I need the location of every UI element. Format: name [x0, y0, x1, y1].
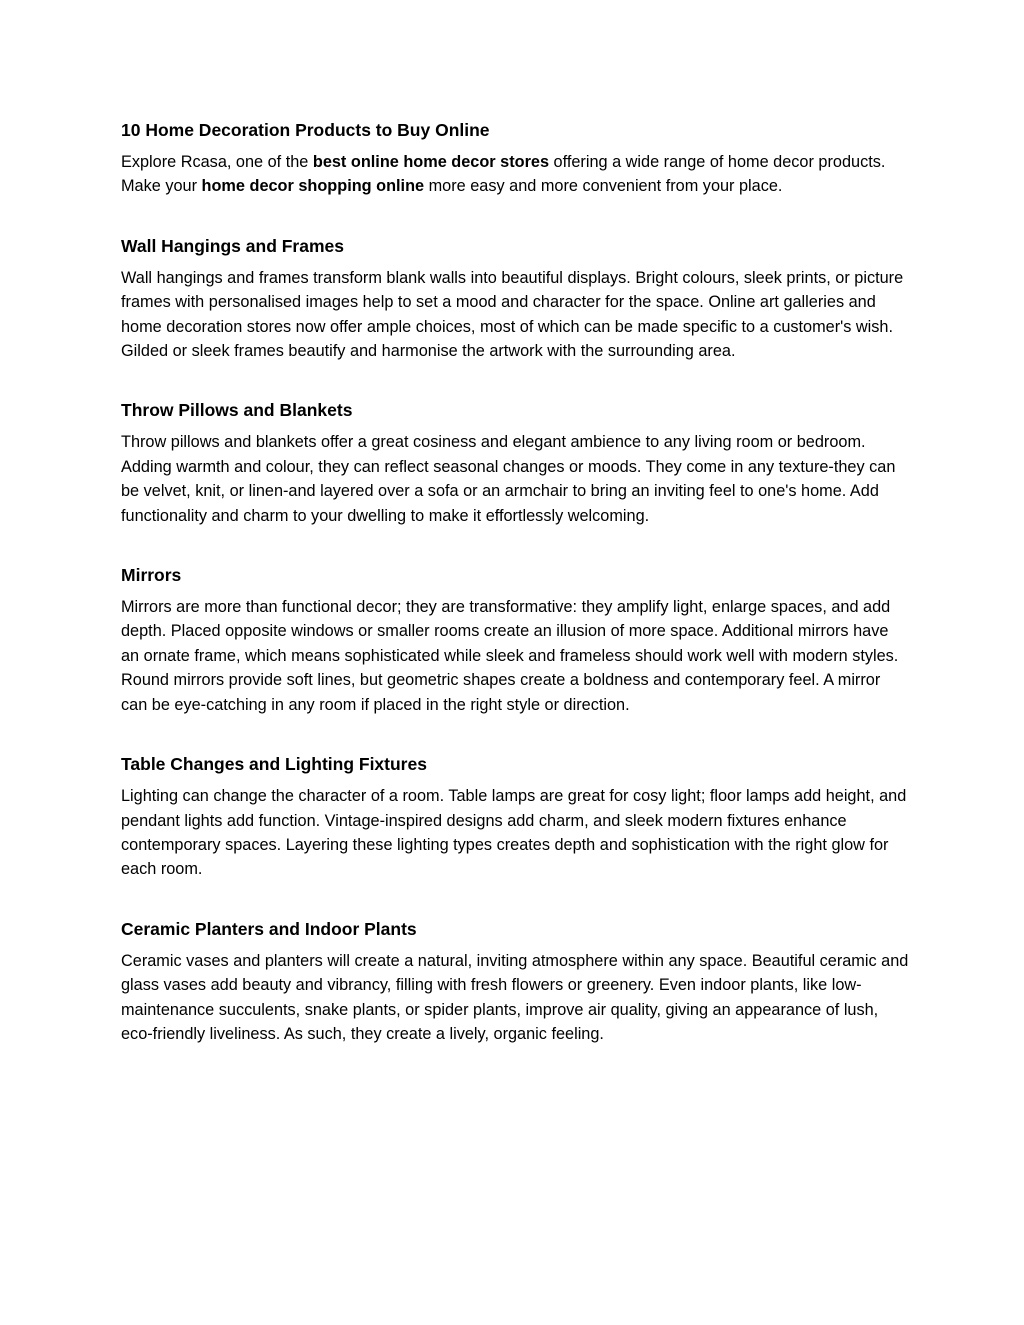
section-lighting [121, 752, 911, 882]
intro-text-1: Explore Rcasa, one of the [121, 153, 313, 171]
section-body: Mirrors are more than functional decor; they are transformative: they amplify light, enlarge spaces, and add depth. Placed opposite windows or smaller rooms create an illusion of more space. Additional mirrors have an ornate frame, which means sophisticated while sleek and frameless should work well with modern styles. Round mirrors provide soft lines, but geometric shapes create a boldness and contemporary feel. A mirror can be eye-catching in any room if placed in the right style or direction. [121, 598, 899, 714]
intro-text-2: offering a wide range of home decor products. Make your [121, 153, 886, 196]
section-body: Lighting can change the character of a room. Table lamps are great for cosy light; floor lamps add height, and pendant lights add function. Vintage-inspired designs add charm, and sleek modern fixtures enhance contemporary spaces. Layering these lighting types creates depth and sophistication with the right glow for each room. [121, 787, 907, 879]
section-heading: Mirrors [121, 565, 182, 586]
document-page [121, 118, 911, 1046]
section-wall-hangings [121, 234, 911, 364]
section-heading: Wall Hangings and Frames [121, 235, 345, 256]
section-body: Wall hangings and frames transform blank walls into beautiful displays. Bright colours, sleek prints, or picture frames with personalised images help to set a mood and character for the space. Online art galleries and home decoration stores now offer ample choices, most of which can be made specific to a customer's wish. Gilded or sleek frames beautify and harmonise the artwork with the surrounding area. [121, 268, 904, 361]
section-throw-pillows [121, 398, 911, 528]
section-heading: Table Changes and Lighting Fixtures [121, 754, 427, 775]
section-body: Ceramic vases and planters will create a natural, inviting atmosphere within any space. Beautiful ceramic and glass vases add beauty and vibrancy, filling with fresh flowers or greenery. Even indoor plants, like low-maintenance succulents, snake plants, or spider plants, improve air quality, giving an appearance of lush, eco-friendly liveliness. As such, they create a lively, organic feeling. [121, 951, 909, 1043]
section-heading: Throw Pillows and Blankets [121, 400, 353, 421]
intro-text-3: more easy and more convenient from your place. [424, 177, 783, 196]
intro-keyword-2: home decor shopping online [201, 177, 425, 196]
section-body: Throw pillows and blankets offer a great cosiness and elegant ambience to any living room or bedroom. Adding warmth and colour, they can reflect seasonal changes or moods. They come in any texture-they can be velvet, knit, or linen-and layered over a sofa or an armchair to bring an inviting feel to one's home. Add functionality and charm to your dwelling to make it effortlessly welcoming. [121, 433, 896, 525]
section-heading: Ceramic Planters and Indoor Plants [121, 918, 417, 939]
intro-keyword-1: best online home decor stores [312, 153, 550, 171]
section-ceramic-planters [121, 917, 911, 1047]
intro-paragraph [121, 150, 911, 199]
section-mirrors [121, 563, 911, 717]
document-title: 10 Home Decoration Products to Buy Online [121, 120, 490, 140]
